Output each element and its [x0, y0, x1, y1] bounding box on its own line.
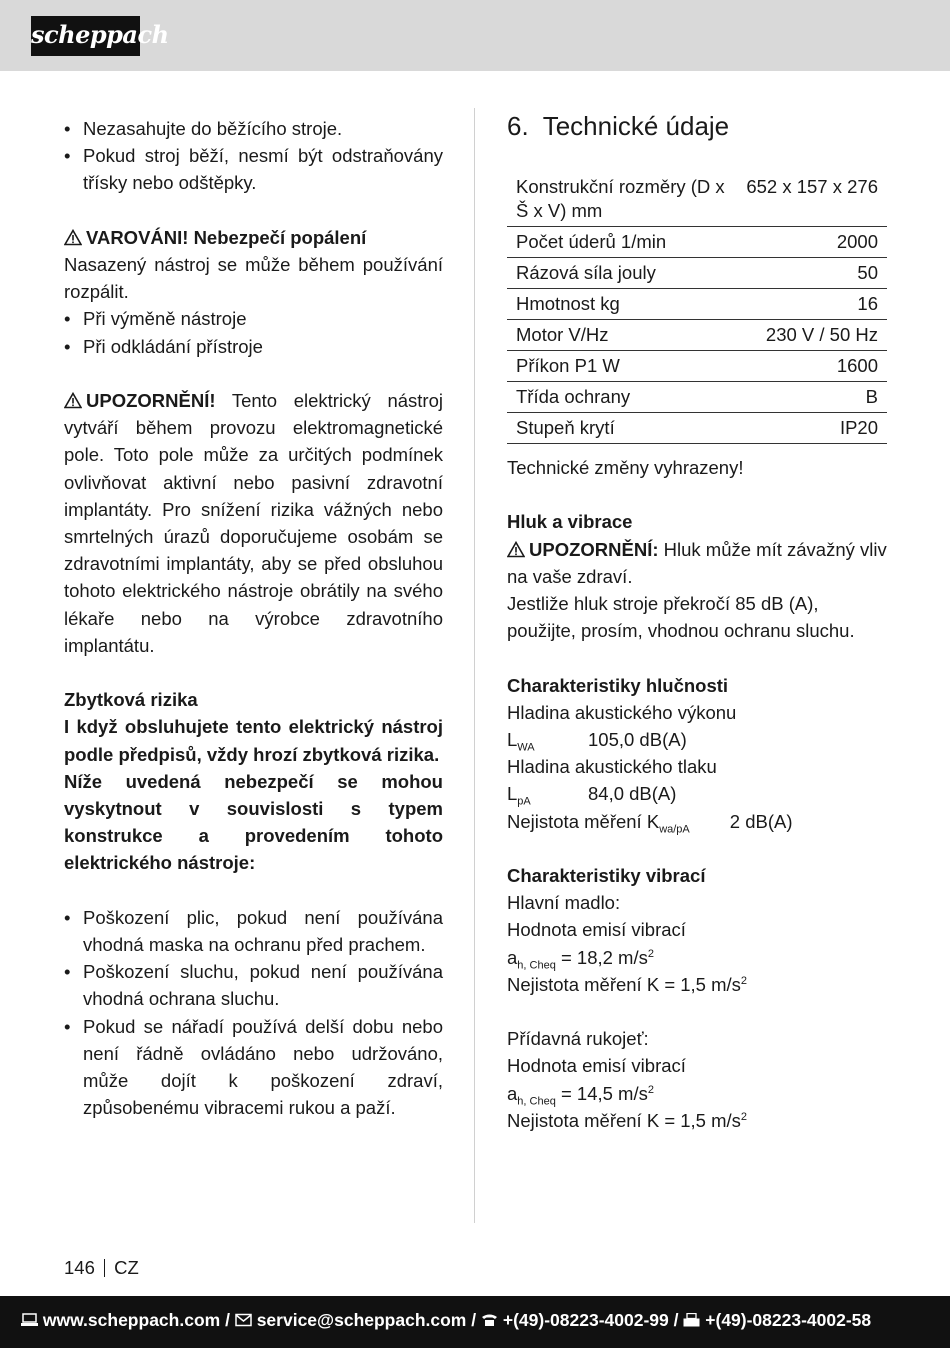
burn-warning-text: Nasazený nástroj se může během používání rozpálit. — [64, 254, 443, 303]
list-item: • Při výměně nástroje — [64, 308, 247, 330]
column-divider — [474, 108, 475, 1223]
residual-risks-bullets — [64, 904, 443, 1122]
warning-triangle-icon — [507, 541, 525, 558]
table-row: Motor V/Hz 230 V / 50 Hz — [507, 320, 887, 351]
warning-triangle-icon — [64, 229, 82, 246]
sound-power-label: Hladina akustického výkonu — [507, 701, 737, 723]
vibration-uncertainty-main: Nejistota měření K = 1,5 $m/s^2$ — [507, 973, 748, 995]
list-item: • Pokud se nářadí používá delší dobu nebo není řádně ovládáno nebo udržováno, může dojít k poškození zdraví, způsobenému vibracemi rukou a paží. — [64, 1015, 443, 1119]
table-row: Konstrukční rozměry (D x Š x V) mm 652 x 157 x 276 — [507, 175, 887, 227]
lpa-row: $L_{pA}$ 84,0 dB(A) — [507, 783, 677, 809]
uncertainty-row: Nejistota měření $K_{wa/pA}$ 2 dB(A) — [507, 810, 793, 836]
list-item: • Poškození plic, pokud není používána vhodná maska na ochranu před prachem. — [64, 906, 443, 956]
fax-icon — [683, 1313, 700, 1327]
website-link[interactable]: www.scheppach.com — [42, 1310, 221, 1330]
right-column — [507, 110, 887, 1134]
page-header — [0, 0, 950, 71]
phone-icon — [481, 1313, 498, 1327]
sound-pressure-label: Hladina akustického tlaku — [507, 756, 717, 778]
vibration-emission-label: Hodnota emisí vibrací — [507, 919, 686, 941]
computer-icon — [21, 1313, 38, 1327]
list-item: • Poškození sluchu, pokud není používána vhodná ochrana sluchu. — [64, 961, 443, 1010]
table-row: Počet úderů 1/min 2000 — [507, 227, 887, 258]
table-row: Rázová síla jouly 50 — [507, 258, 887, 289]
aux-handle-label: Přídavná rukojeť: — [507, 1028, 649, 1050]
email-link[interactable]: service@scheppach.com — [256, 1310, 467, 1330]
fax-number: +(49)-08223-4002-58 — [705, 1310, 872, 1330]
page-footer: www.scheppach.com / service@scheppach.com / +(49)-08223-4002-99 / +(49)-08223-4002-58 — [0, 1296, 950, 1348]
list-item: • Pokud stroj běží, nesmí být odstraňovány třísky nebo odštěpky. — [64, 145, 443, 194]
vibration-value-aux: $a_{h, Cheq} = 14,5$ $m/s^2$ — [507, 1082, 654, 1108]
main-handle-label: Hlavní madlo: — [507, 892, 621, 914]
burn-warning-bullets — [64, 305, 443, 359]
vibration-characteristics-title: Charakteristiky vibrací — [507, 865, 706, 886]
residual-risks-p1: I když obsluhujete tento elektrický nástroj podle předpisů, vždy hrozí zbytková rizika. — [64, 716, 443, 765]
noise-vibration-title: Hluk a vibrace — [507, 511, 633, 533]
tech-changes-note: Technické změny vyhrazeny! — [507, 457, 744, 478]
safety-bullets — [64, 115, 443, 197]
table-row: Hmotnost kg 16 — [507, 289, 887, 320]
list-item: • Při odkládání přístroje — [64, 335, 263, 357]
emf-notice: UPOZORNĚNÍ! Tento elektrický nástroj vytváří během provozu elektromagnetické pole. Toto pole může za určitých podmínek ovlivňovat aktivní nebo pasivní zdravotní implantáty. Pro snížení rizika vážných nebo smrtelných úrazů doporučujeme osobám se zdravotními implantáty, aby se před obsluhou tohoto elektrického nástroje obrátily na svého lékaře nebo na výrobce zdravotního implantátu. — [64, 390, 443, 656]
noise-text: Jestliže hluk stroje překročí 85 dB (A), použijte, prosím, vhodnou ochranu sluchu. — [507, 593, 855, 642]
scheppach-logo: scheppach — [31, 16, 140, 56]
residual-risks-p2: Níže uvedená nebezpečí se mohou vyskytnout v souvislosti s typem konstrukce a provedením tohoto elektrického nástroje: — [64, 770, 443, 874]
vibration-value-main: $a_{h, Cheq} = 18,2$ $m/s^2$ — [507, 946, 654, 972]
left-column — [64, 115, 443, 1121]
noise-characteristics-title: Charakteristiky hlučnosti — [507, 674, 729, 696]
table-row: Stupeň krytí IP20 — [507, 413, 887, 444]
burn-warning-title: VAROVÁNI! Nebezpečí popálení — [64, 224, 443, 251]
tech-specs-table — [507, 175, 887, 444]
phone-number: +(49)-08223-4002-99 — [502, 1310, 669, 1330]
residual-risks-title: Zbytková rizika — [64, 689, 198, 711]
vibration-uncertainty-aux: Nejistota měření K = 1,5 $m/s^2$ — [507, 1109, 748, 1131]
noise-notice: UPOZORNĚNÍ: Hluk může mít závažný vliv na vaše zdraví. — [507, 538, 887, 587]
section-heading: 6. Technické údaje — [507, 111, 730, 141]
warning-triangle-icon — [64, 392, 82, 409]
page-number: 146 CZ — [64, 1257, 139, 1278]
lwa-row: $L_{WA}$ 105,0 dB(A) — [507, 729, 687, 754]
list-item: • Nezasahujte do běžícího stroje. — [64, 118, 343, 139]
table-row: Třída ochrany B — [507, 382, 887, 413]
vibration-emission-label: Hodnota emisí vibrací — [507, 1055, 686, 1077]
email-icon — [235, 1313, 252, 1327]
table-row: Příkon P1 W 1600 — [507, 351, 887, 382]
